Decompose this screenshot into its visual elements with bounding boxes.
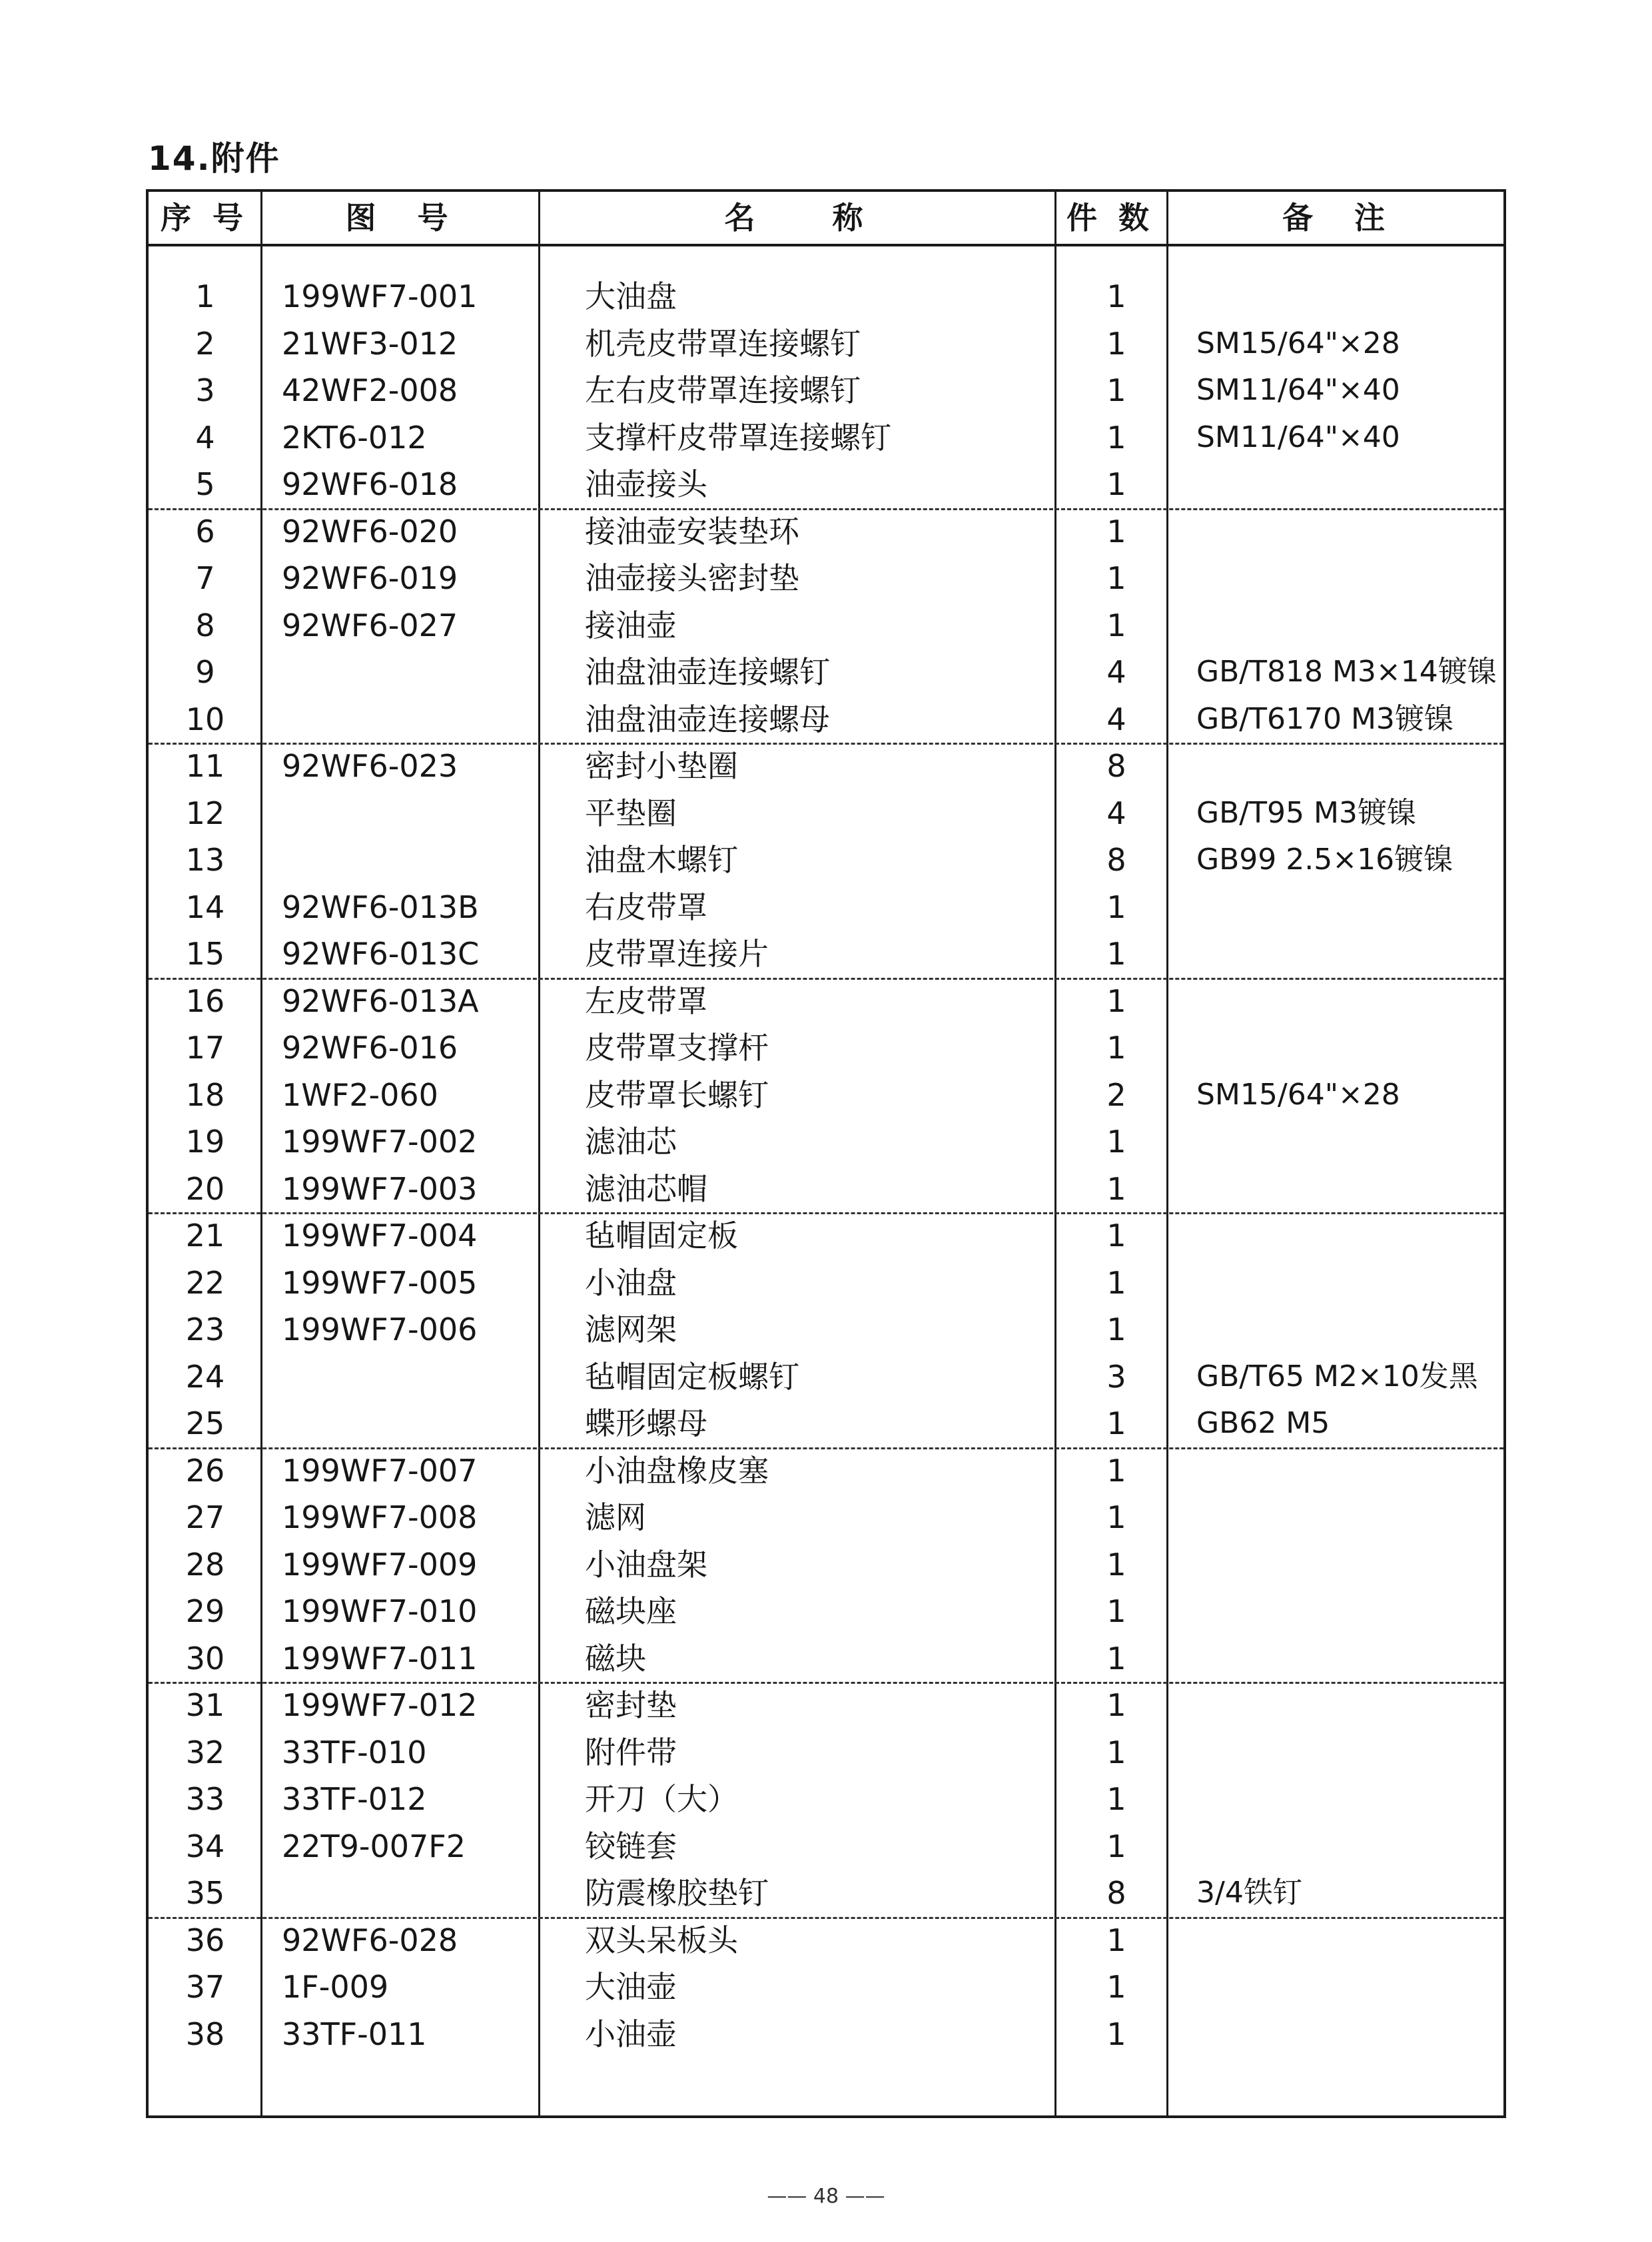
row-name: 接油壶安装垫环 [585,513,799,550]
row-quantity: 1 [1106,1311,1126,1347]
row-no: 13 [185,842,225,878]
row-part-number: 92WF6-020 [282,513,458,550]
row-note [1196,508,1503,556]
header-note: 备 注 [1282,200,1390,236]
row-note [1196,1541,1503,1589]
table-row [149,1166,1503,1215]
row-note [1196,1964,1503,2011]
table-row [149,1306,1503,1353]
row-no: 35 [185,1875,225,1911]
row-no: 23 [185,1311,225,1347]
row-name: 滤油芯帽 [585,1170,707,1207]
row-part-number: 199WF7-004 [282,1218,478,1254]
row-part-number: 199WF7-008 [282,1499,478,1535]
row-part-number: 199WF7-005 [282,1264,478,1301]
row-no: 16 [185,982,225,1019]
header-qty: 件 数 [1066,200,1154,236]
row-note [1196,1823,1503,1870]
row-note [1196,1166,1503,1213]
table-row [149,1494,1503,1541]
row-quantity: 1 [1106,1969,1126,2005]
row-note: GB/T6170 M3镀镍 [1196,701,1453,736]
row-part-number: 92WF6-028 [282,1922,458,1958]
row-quantity: 1 [1106,1828,1126,1864]
row-quantity: 1 [1106,936,1126,972]
table-row [149,1870,1503,1919]
table-row [149,884,1503,931]
row-no: 32 [185,1734,225,1770]
row-part-number: 199WF7-002 [282,1124,478,1160]
table-row [149,320,1503,368]
row-name: 油盘木螺钉 [585,842,738,878]
table-row [149,1776,1503,1823]
row-no: 19 [185,1124,225,1160]
row-name: 油壶接头 [585,466,707,502]
row-no: 37 [185,1969,225,2005]
row-part-number: 1WF2-060 [282,1076,438,1113]
row-quantity: 1 [1106,1405,1126,1441]
row-note [1196,461,1503,508]
row-no: 22 [185,1264,225,1301]
table-row [149,1118,1503,1166]
row-no: 24 [185,1358,225,1395]
table-row [149,1212,1503,1260]
row-note [1196,602,1503,649]
row-no: 26 [185,1452,225,1489]
row-quantity: 1 [1106,560,1126,596]
row-name: 机壳皮带罩连接螺钉 [585,325,861,362]
row-quantity: 1 [1106,278,1126,314]
row-name: 小油盘 [585,1264,677,1301]
row-no: 33 [185,1781,225,1817]
row-name: 毡帽固定板 [585,1218,738,1254]
row-name: 磁块 [585,1640,646,1677]
row-name: 皮带罩支撑杆 [585,1030,769,1066]
row-note: GB/T818 M3×14镀镍 [1196,655,1497,689]
row-quantity: 8 [1106,1875,1126,1911]
row-no: 1 [195,278,215,314]
row-no: 29 [185,1593,225,1629]
row-name: 左右皮带罩连接螺钉 [585,372,861,408]
row-quantity: 1 [1106,1264,1126,1301]
row-quantity: 1 [1106,1781,1126,1817]
row-note [1196,1447,1503,1495]
row-name: 大油壶 [585,1969,677,2005]
row-quantity: 1 [1106,982,1126,1019]
row-note [1196,273,1503,320]
row-name: 双头呆板头 [585,1922,738,1958]
row-name: 小油盘架 [585,1546,707,1583]
row-name: 油盘油壶连接螺钉 [585,654,830,690]
row-no: 5 [195,466,215,502]
row-no: 28 [185,1546,225,1583]
row-name: 防震橡胶垫钉 [585,1875,769,1911]
row-quantity: 1 [1106,325,1126,362]
row-name: 密封小垫圈 [585,748,738,784]
row-part-number: 199WF7-011 [282,1640,478,1677]
table-row [149,1823,1503,1870]
row-no: 31 [185,1687,225,1723]
row-part-number: 92WF6-027 [282,607,458,643]
row-name: 平垫圈 [585,795,677,831]
row-note [1196,1635,1503,1682]
row-no: 11 [185,748,225,784]
row-note: GB/T95 M3镀镍 [1196,795,1416,830]
table-row [149,649,1503,696]
row-quantity: 1 [1106,1734,1126,1770]
row-note [1196,1729,1503,1776]
row-name: 油盘油壶连接螺母 [585,701,830,737]
row-name: 滤油芯 [585,1124,677,1160]
row-no: 20 [185,1170,225,1207]
row-no: 36 [185,1922,225,1958]
row-note [1196,1024,1503,1072]
row-part-number: 33TF-010 [282,1734,427,1770]
row-no: 14 [185,889,225,925]
row-quantity: 1 [1106,513,1126,550]
table-row [149,1588,1503,1635]
row-quantity: 4 [1106,654,1126,690]
row-part-number: 199WF7-009 [282,1546,478,1583]
row-quantity: 1 [1106,1030,1126,1066]
table-row [149,790,1503,837]
row-part-number: 92WF6-013C [282,936,480,972]
page-number: —— 48 —— [767,2185,885,2208]
row-quantity: 2 [1106,1076,1126,1113]
row-part-number: 33TF-011 [282,2016,427,2052]
parts-table [146,189,1506,2118]
row-note [1196,1212,1503,1260]
row-name: 毡帽固定板螺钉 [585,1358,799,1395]
row-part-number: 199WF7-003 [282,1170,478,1207]
row-part-number: 92WF6-013B [282,889,479,925]
row-note: SM15/64"×28 [1196,326,1400,360]
row-no: 3 [195,372,215,408]
row-name: 接油壶 [585,607,677,643]
row-quantity: 8 [1106,842,1126,878]
row-part-number: 92WF6-023 [282,748,458,784]
table-row [149,837,1503,884]
row-no: 17 [185,1030,225,1066]
row-part-number: 92WF6-013A [282,982,479,1019]
row-note: 3/4铁钉 [1196,1876,1302,1910]
row-note: GB62 M5 [1196,1406,1330,1440]
row-quantity: 8 [1106,748,1126,784]
table-row [149,1024,1503,1072]
table-row [149,414,1503,462]
table-row [149,1400,1503,1449]
row-note: SM11/64"×40 [1196,373,1400,407]
table-row [149,743,1503,790]
row-name: 小油盘橡皮塞 [585,1452,769,1489]
row-quantity: 1 [1106,1546,1126,1583]
row-part-number: 92WF6-019 [282,560,458,596]
table-row [149,1353,1503,1401]
row-name: 滤网架 [585,1311,677,1347]
row-quantity: 1 [1106,372,1126,408]
row-name: 小油壶 [585,2016,677,2052]
row-name: 右皮带罩 [585,889,707,925]
row-name: 滤网 [585,1499,646,1535]
table-row [149,555,1503,602]
table-row [149,1635,1503,1684]
table-row [149,367,1503,414]
row-no: 27 [185,1499,225,1535]
row-name: 开刀（大） [585,1781,738,1817]
row-part-number: 199WF7-001 [282,278,478,314]
row-note [1196,1588,1503,1635]
row-no: 2 [195,325,215,362]
row-note: SM15/64"×28 [1196,1077,1400,1112]
row-note: SM11/64"×40 [1196,420,1400,454]
row-no: 6 [195,513,215,550]
header-part: 图 号 [345,200,454,236]
row-name: 密封垫 [585,1687,677,1723]
row-quantity: 4 [1106,701,1126,737]
row-part-number: 33TF-012 [282,1781,427,1817]
row-quantity: 1 [1106,466,1126,502]
row-name: 油壶接头密封垫 [585,560,799,596]
table-row [149,1447,1503,1495]
row-no: 15 [185,936,225,972]
table-row [149,461,1503,510]
row-note: GB99 2.5×16镀镍 [1196,843,1453,877]
row-quantity: 4 [1106,795,1126,831]
table-row [149,1072,1503,1119]
row-no: 8 [195,607,215,643]
row-part-number: 199WF7-007 [282,1452,478,1489]
row-quantity: 1 [1106,1593,1126,1629]
row-no: 25 [185,1405,225,1441]
row-name: 铰链套 [585,1828,677,1864]
row-note: GB/T65 M2×10发黑 [1196,1359,1478,1393]
row-part-number: 2KT6-012 [282,419,427,456]
header-no: 序 号 [160,200,248,236]
row-note [1196,1917,1503,1964]
row-quantity: 1 [1106,1218,1126,1254]
row-quantity: 1 [1106,419,1126,456]
row-note [1196,743,1503,790]
row-no: 21 [185,1218,225,1254]
row-no: 9 [195,654,215,690]
row-note [1196,1682,1503,1729]
row-part-number: 92WF6-018 [282,466,458,502]
row-part-number: 21WF3-012 [282,325,458,362]
row-no: 4 [195,419,215,456]
row-no: 38 [185,2016,225,2052]
table-row [149,1541,1503,1589]
table-row [149,931,1503,980]
row-name: 大油盘 [585,278,677,314]
row-quantity: 1 [1106,2016,1126,2052]
row-no: 34 [185,1828,225,1864]
row-note [1196,978,1503,1025]
table-row [149,1729,1503,1776]
row-name: 附件带 [585,1734,677,1770]
row-name: 磁块座 [585,1593,677,1629]
row-quantity: 1 [1106,1687,1126,1723]
row-name: 蝶形螺母 [585,1405,707,1441]
row-name: 皮带罩长螺钉 [585,1076,769,1113]
table-row [149,602,1503,649]
table-row [149,1964,1503,2011]
row-name: 支撑杆皮带罩连接螺钉 [585,419,891,456]
row-note [1196,1260,1503,1307]
table-row [149,508,1503,556]
row-name: 皮带罩连接片 [585,936,769,972]
row-quantity: 1 [1106,1170,1126,1207]
table-row [149,2011,1503,2058]
row-note [1196,931,1503,978]
row-no: 10 [185,701,225,737]
row-quantity: 1 [1106,607,1126,643]
row-note [1196,1306,1503,1353]
row-name: 左皮带罩 [585,982,707,1019]
table-row [149,978,1503,1025]
row-part-number: 199WF7-006 [282,1311,478,1347]
row-part-number: 199WF7-010 [282,1593,478,1629]
row-quantity: 1 [1106,1499,1126,1535]
table-row [149,1260,1503,1307]
row-note [1196,1776,1503,1823]
row-note [1196,1118,1503,1166]
header-name: 名 称 [724,200,869,236]
row-part-number: 22T9-007F2 [282,1828,466,1864]
row-quantity: 3 [1106,1358,1126,1395]
row-part-number: 92WF6-016 [282,1030,458,1066]
row-note [1196,555,1503,602]
table-row [149,1682,1503,1729]
row-quantity: 1 [1106,1124,1126,1160]
table-row [149,696,1503,745]
row-quantity: 1 [1106,1452,1126,1489]
row-no: 30 [185,1640,225,1677]
row-quantity: 1 [1106,889,1126,925]
header-divider [149,244,1503,246]
row-quantity: 1 [1106,1640,1126,1677]
row-part-number: 199WF7-012 [282,1687,478,1723]
section-title: 14.附件 [148,139,280,178]
row-part-number: 42WF2-008 [282,372,458,408]
row-quantity: 1 [1106,1922,1126,1958]
table-row [149,1917,1503,1964]
row-no: 12 [185,795,225,831]
row-note [1196,1494,1503,1541]
row-no: 18 [185,1076,225,1113]
row-part-number: 1F-009 [282,1969,389,2005]
row-note [1196,884,1503,931]
row-no: 7 [195,560,215,596]
row-note [1196,2011,1503,2058]
table-row [149,273,1503,320]
